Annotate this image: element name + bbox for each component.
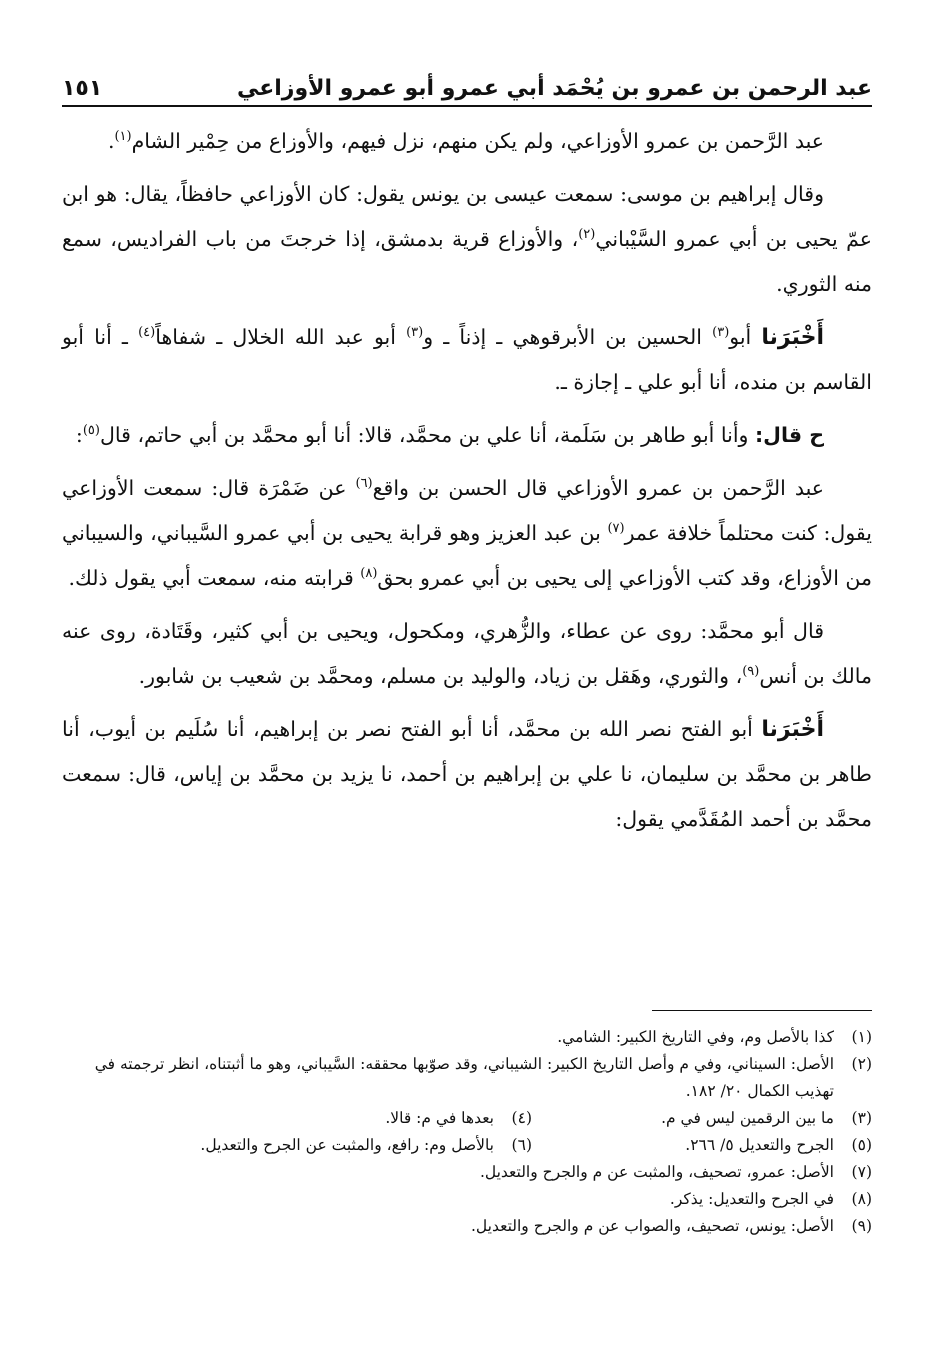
footnote-ref-6: (٦) [355,476,373,492]
paragraph-4-text-a: وأنا أبو طاهر بن سَلَمة، أنا علي بن محمَّد، قالا: أنا أبو محمَّد بن أبي حاتم، قال [99,423,755,447]
paragraph-1-text: عبد الرَّحمن بن عمرو الأوزاعي، ولم يكن منهم، نزل فيهم، والأوزاع من حِمْير الشام [131,129,824,153]
paragraph-2-text-a: وقال إبراهيم بن موسى: سمعت عيسى بن يونس يقول: كان الأوزاعي حافظاً، يقال: هو ابن عمّ يحيى بن أبي عمرو السَّيْباني [62,182,872,251]
footnote-text: ما بين الرقمين ليس في م. [661,1109,834,1127]
running-title: عبد الرحمن بن عمرو بن يُحْمَد أبي عمرو أبو عمرو الأوزاعي [236,76,872,101]
paragraph-7 [62,707,872,842]
footnote-text: الأصل: عمرو، تصحيف، والمثبت عن م والجرح والتعديل. [479,1163,834,1181]
footnote-number: (٥) [851,1136,872,1154]
footnote-number: (٨) [851,1190,872,1208]
footnote-6 [112,1132,532,1159]
footnote-text: كذا بالأصل وم، وفي التاريخ الكبير: الشامي. [557,1028,834,1046]
footnote-7 [62,1159,872,1186]
paragraph-5-text-c: بن عبد العزيز وهو قرابة يحيى بن أبي عمرو السَّيباني، والسيباني من الأوزاع، وقد كتب الأوزاعي إلى يحيى بن أبي عمرو بحق [62,521,872,590]
footnote-1 [62,1024,872,1051]
footnote-ref-5: (٥) [82,423,100,439]
footnote-row-3-4 [62,1105,872,1132]
ha-qala-lead: ح قال: [754,423,824,447]
main-text [62,119,872,842]
paragraph-3-text-c: أبو عبد الله الخلال ـ شفاهاً [155,325,407,349]
paragraph-5-text-b: عن ضَمْرَة قال: سمعت الأوزاعي يقول: كنت محتلماً خلافة عمر [62,476,872,545]
footnote-divider [652,1010,872,1011]
footnote-5 [532,1132,872,1159]
page-header [62,62,872,107]
footnote-number: (١) [851,1028,872,1046]
footnote-2 [62,1051,872,1105]
paragraph-6-text-a: قال أبو محمَّد: روى عن عطاء، والزُّهري، ومكحول، ويحيى بن أبي كثير، وقَتَادة، روى عنه مالك بن أنس [62,619,872,688]
footnote-ref-3a: (٣) [712,325,730,341]
paragraph-3 [62,315,872,405]
paragraph-1 [62,119,872,164]
paragraph-6 [62,609,872,699]
footnotes [62,1024,872,1240]
paragraph-4 [62,413,872,458]
akhbarana-lead-2: أَخْبَرَنا [761,717,824,742]
footnote-text: الجرح والتعديل ٥/ ٢٦٦. [685,1136,834,1154]
akhbarana-lead: أَخْبَرَنا [761,325,824,350]
paragraph-5-text-a: عبد الرَّحمن بن عمرو الأوزاعي قال الحسن بن واقع [372,476,824,500]
footnote-text: بعدها في م: قالا. [385,1109,494,1127]
paragraph-6-text-b: ، والثوري، وهَقل بن زياد، والوليد بن مسلم، ومحمَّد بن شعيب بن شابور. [138,664,743,688]
book-page [62,62,872,1235]
footnote-text: الأصل: يونس، تصحيف، والصواب عن م والجرح والتعديل. [470,1217,834,1235]
footnote-3 [532,1105,872,1132]
footnote-number: (٧) [851,1163,872,1181]
footnote-4 [192,1105,532,1132]
footnote-ref-9: (٩) [742,664,760,680]
page-number: ١٥١ [62,76,103,101]
paragraph-1-end: . [107,129,115,153]
footnote-ref-8: (٨) [360,566,378,582]
footnote-text: الأصل: السيناني، وفي م وأصل التاريخ الكبير: الشيباني، وقد صوّبها محققه: السَّيباني، وهو ما أثبتناه، انظر ترجمته في تهذيب الكمال ٢٠/ ١٨٢. [94,1055,834,1100]
paragraph-2-text-b: ، والأوزاع قرية بدمشق، إذا خرجتَ من باب الفراديس، سمع منه الثوري. [62,227,872,296]
footnote-ref-3b: (٣) [406,325,424,341]
footnote-text: في الجرح والتعديل: يذكر. [669,1190,834,1208]
paragraph-3-text-b: الحسين بن الأبرقوهي ـ إذناً ـ و [423,325,713,349]
footnote-row-5-6 [62,1132,872,1159]
footnote-number: (٤) [511,1109,532,1127]
paragraph-4-text-b: : [75,423,83,447]
paragraph-3-text-d: ـ أنا أبو القاسم بن منده، أنا أبو علي ـ إجازة ـ. [62,325,872,394]
footnote-8 [62,1186,872,1213]
paragraph-5-text-d: قرابته منه، سمعت أبي يقول ذلك. [68,566,361,590]
footnote-ref-1: (١) [114,129,132,145]
paragraph-7-text: أبو الفتح نصر الله بن محمَّد، أنا أبو الفتح نصر بن إبراهيم، أنا سُلَيم بن أيوب، أنا طاهر بن محمَّد بن سليمان، نا علي بن إبراهيم بن أحمد، نا يزيد بن محمَّد بن إياس، قال: سمعت محمَّد بن أحمد المُقَدَّمي يقول: [62,717,872,831]
footnote-ref-7: (٧) [607,521,625,537]
paragraph-3-text-a: أبو [729,325,762,349]
footnote-text: بالأصل وم: رافع، والمثبت عن الجرح والتعديل. [200,1136,494,1154]
footnote-9 [62,1213,872,1240]
footnote-number: (٦) [511,1136,532,1154]
footnote-number: (٩) [851,1217,872,1235]
footnote-number: (٣) [851,1109,872,1127]
footnote-ref-4: (٤) [138,325,156,341]
paragraph-2 [62,172,872,307]
paragraph-5 [62,466,872,601]
footnote-number: (٢) [851,1055,872,1073]
footnote-ref-2: (٢) [578,227,596,243]
